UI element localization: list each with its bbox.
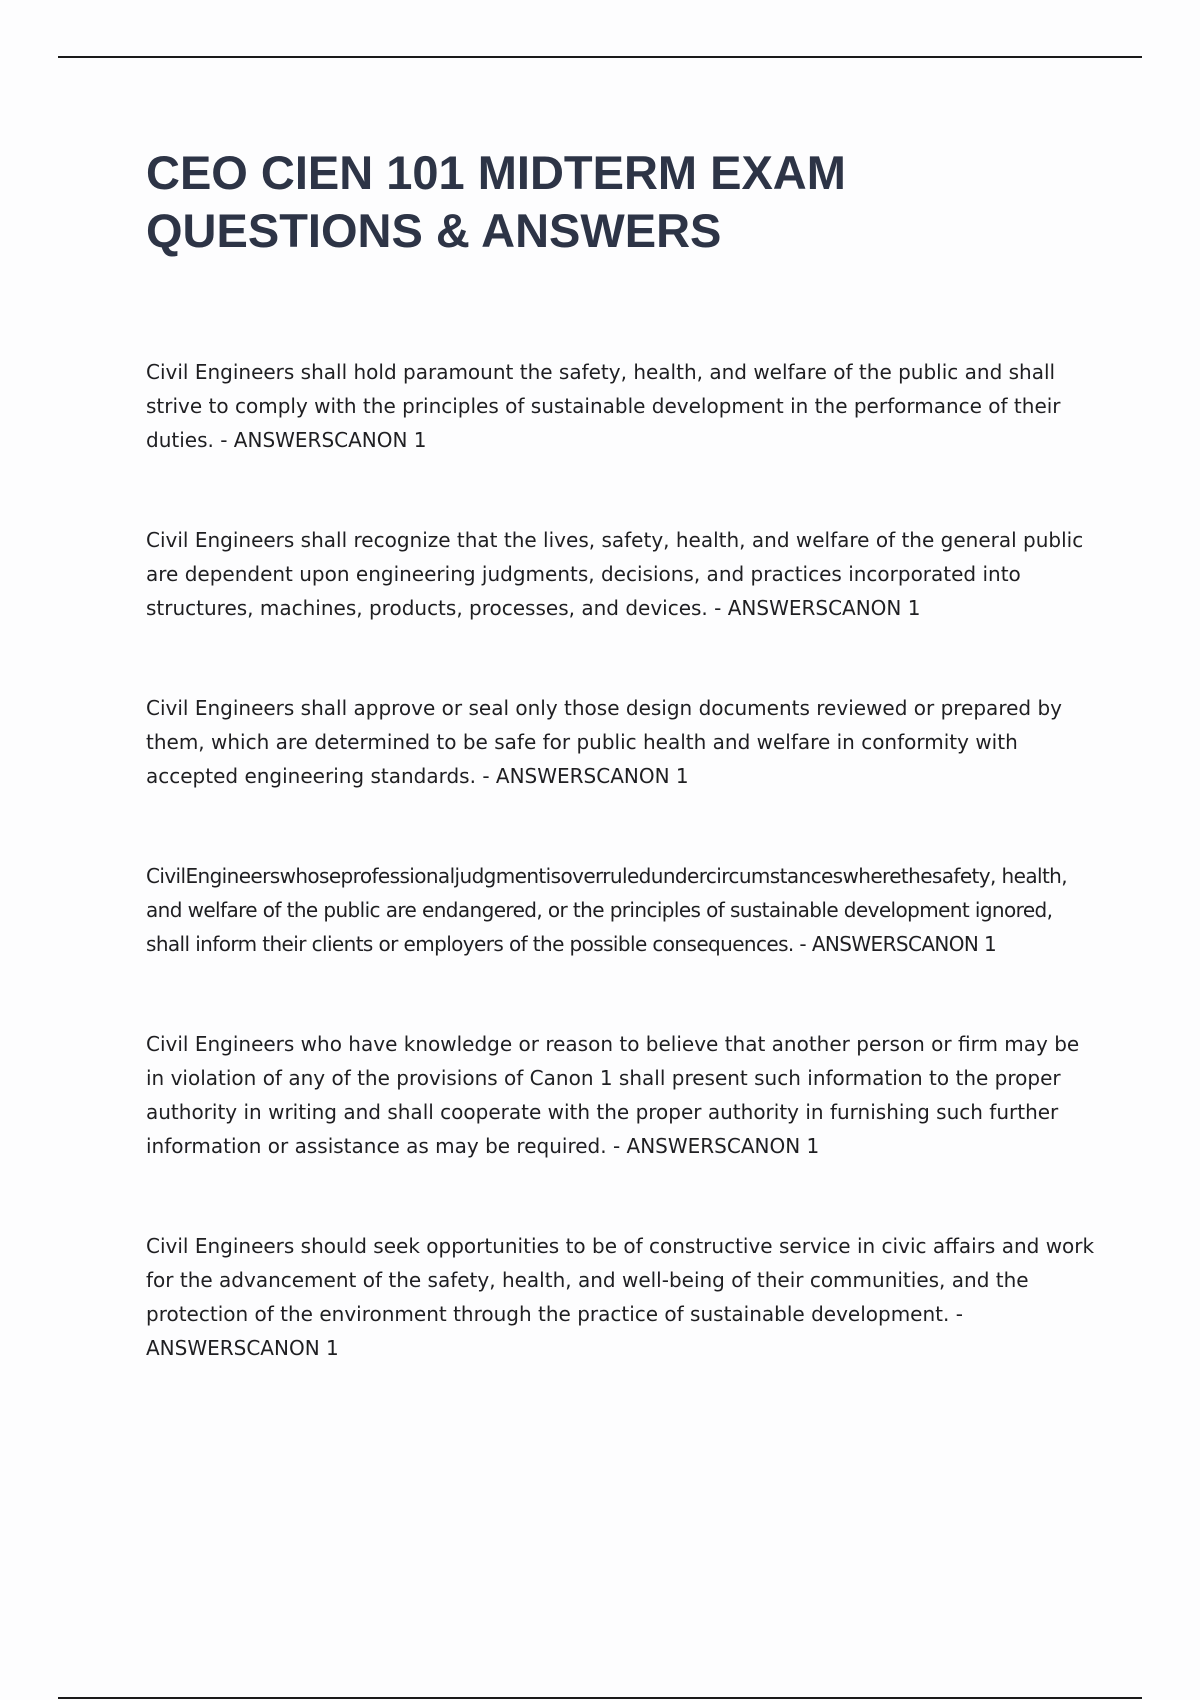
answer-text: - ANSWERSCANON 1 xyxy=(607,1134,820,1158)
question-text: Civil Engineers who have knowledge or reason to believe that another person or firm may be in violation of any of the provisions of Canon 1 shall present such information to the proper authority in writing and shall cooperate with the proper authority in furnishing such further information or assistance as may be required. xyxy=(146,1032,1080,1158)
answer-text: - ANSWERSCANON 1 xyxy=(476,764,689,788)
question-text: Civil Engineers shall approve or seal only those design documents reviewed or prepared by them, which are determined to be safe for public health and welfare in conformity with accepted engineering standards. xyxy=(146,696,1062,788)
answer-text: - ANSWERSCANON 1 xyxy=(214,428,427,452)
qa-item-5 xyxy=(146,1027,1096,1163)
page-title: CEO CIEN 101 MIDTERM EXAM QUESTIONS & ANSWERS xyxy=(146,146,846,257)
top-divider xyxy=(58,56,1142,58)
qa-item-4 xyxy=(146,859,1096,961)
qa-item-1 xyxy=(146,355,1096,457)
question-text: Civil Engineers shall recognize that the lives, safety, health, and welfare of the general public are dependent upon engineering judgments, decisions, and practices incorporated into structures, machines, products, processes, and devices. xyxy=(146,528,1084,620)
qa-item-2 xyxy=(146,523,1096,625)
answer-text: - ANSWERSCANON 1 xyxy=(146,1302,963,1360)
answer-text: - ANSWERSCANON 1 xyxy=(708,596,921,620)
answer-text: - ANSWERSCANON 1 xyxy=(794,932,996,956)
question-text: Civil Engineers should seek opportunities to be of constructive service in civic affairs and work for the advancement of the safety, health, and well-being of their communities, and the protection of the environment through the practice of sustainable development. xyxy=(146,1234,1095,1326)
qa-list xyxy=(146,355,1096,1431)
bottom-divider xyxy=(58,1697,1142,1699)
qa-item-6 xyxy=(146,1229,1096,1365)
question-text: Civil Engineers shall hold paramount the safety, health, and welfare of the public and shall strive to comply with the principles of sustainable development in the performance of their duties. xyxy=(146,360,1061,452)
qa-item-3 xyxy=(146,691,1096,793)
question-text: CivilEngineerswhoseprofessionaljudgmentisoverruledundercircumstanceswherethesafety, health, and welfare of the public are endangered, or the principles of sustainable development ignored, shall inform their clients or employers of the possible consequences. xyxy=(146,864,1068,956)
